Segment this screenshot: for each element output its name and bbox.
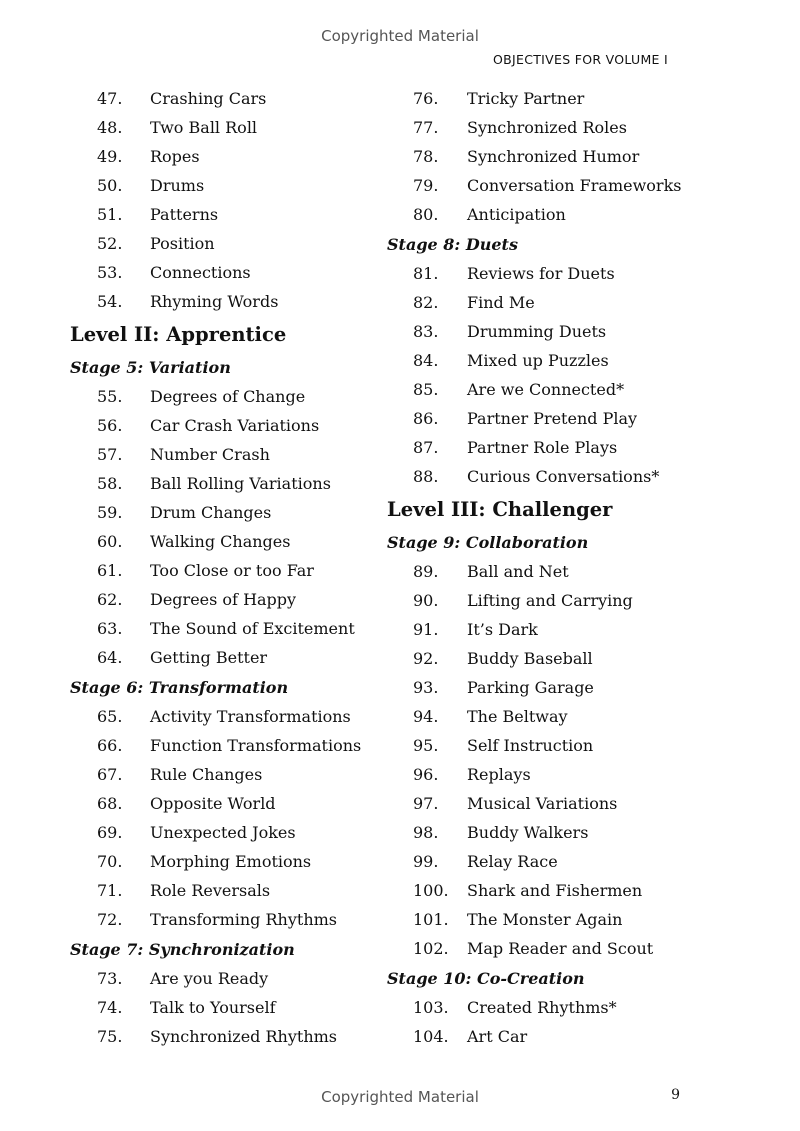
- objective-title: Find Me: [467, 293, 535, 312]
- objective-number: 47.: [97, 89, 123, 108]
- objective-item: [387, 760, 697, 789]
- objective-number: 65.: [97, 707, 123, 726]
- objective-number: 99.: [413, 852, 439, 871]
- objective-title: Reviews for Duets: [467, 264, 615, 283]
- objective-item: [70, 84, 380, 113]
- objective-title: The Monster Again: [467, 910, 623, 929]
- objective-item: [70, 229, 380, 258]
- objective-item: [387, 731, 697, 760]
- objective-number: 67.: [97, 765, 123, 784]
- left-column: [70, 84, 380, 1051]
- stage-heading: Stage 6: Transformation: [70, 678, 289, 697]
- objective-item: [70, 258, 380, 287]
- objective-item: [387, 615, 697, 644]
- objective-number: 76.: [413, 89, 439, 108]
- objective-number: 72.: [97, 910, 123, 929]
- objective-title: Curious Conversations*: [467, 467, 660, 486]
- objective-item: [70, 556, 380, 585]
- objective-title: Lifting and Carrying: [467, 591, 633, 610]
- objective-number: 97.: [413, 794, 439, 813]
- objective-number: 64.: [97, 648, 123, 667]
- objective-number: 62.: [97, 590, 123, 609]
- objective-number: 104.: [413, 1027, 449, 1046]
- stage-heading: Stage 10: Co-Creation: [387, 969, 585, 988]
- objective-item: [70, 993, 380, 1022]
- objective-item: [70, 585, 380, 614]
- objective-number: 101.: [413, 910, 449, 929]
- objective-title: Opposite World: [150, 794, 276, 813]
- objective-title: Rhyming Words: [150, 292, 279, 311]
- objective-item: [387, 847, 697, 876]
- objective-item: [387, 317, 697, 346]
- objective-item: [387, 404, 697, 433]
- objective-number: 48.: [97, 118, 123, 137]
- objective-number: 60.: [97, 532, 123, 551]
- objective-number: 58.: [97, 474, 123, 493]
- right-column: [387, 84, 697, 1051]
- objective-title: Rule Changes: [150, 765, 263, 784]
- objective-item: [70, 382, 380, 411]
- objective-number: 100.: [413, 881, 449, 900]
- objective-title: Too Close or too Far: [150, 561, 314, 580]
- objective-number: 95.: [413, 736, 439, 755]
- objective-number: 66.: [97, 736, 123, 755]
- objective-number: 68.: [97, 794, 123, 813]
- objective-number: 73.: [97, 969, 123, 988]
- objective-number: 80.: [413, 205, 439, 224]
- objective-title: Ball Rolling Variations: [150, 474, 331, 493]
- objective-number: 56.: [97, 416, 123, 435]
- objective-item: [70, 643, 380, 672]
- objective-item: [387, 346, 697, 375]
- objective-title: Partner Role Plays: [467, 438, 618, 457]
- objective-number: 78.: [413, 147, 439, 166]
- objective-item: [387, 462, 697, 491]
- objective-item: [387, 673, 697, 702]
- level-heading: Level III: Challenger: [387, 498, 613, 521]
- objective-item: [70, 113, 380, 142]
- objective-item: [387, 876, 697, 905]
- objective-title: Crashing Cars: [150, 89, 267, 108]
- objective-title: Mixed up Puzzles: [467, 351, 609, 370]
- objective-item: [70, 440, 380, 469]
- objective-number: 82.: [413, 293, 439, 312]
- objective-title: Tricky Partner: [467, 89, 585, 108]
- objective-number: 87.: [413, 438, 439, 457]
- objective-number: 88.: [413, 467, 439, 486]
- objective-item: [387, 905, 697, 934]
- objective-title: Morphing Emotions: [150, 852, 312, 871]
- objective-title: Activity Transformations: [150, 707, 351, 726]
- objective-number: 91.: [413, 620, 439, 639]
- objective-title: Car Crash Variations: [150, 416, 320, 435]
- objective-item: [387, 375, 697, 404]
- objective-title: Drum Changes: [150, 503, 272, 522]
- objective-item: [70, 287, 380, 316]
- objective-item: [387, 586, 697, 615]
- objective-title: Number Crash: [150, 445, 270, 464]
- objective-number: 51.: [97, 205, 123, 224]
- objective-title: The Beltway: [467, 707, 568, 726]
- objective-item: [70, 498, 380, 527]
- objective-item: [70, 731, 380, 760]
- objective-number: 49.: [97, 147, 123, 166]
- objective-title: Getting Better: [150, 648, 268, 667]
- objective-item: [70, 142, 380, 171]
- objective-item: [70, 1022, 380, 1051]
- objective-number: 59.: [97, 503, 123, 522]
- stage-heading: Stage 9: Collaboration: [387, 533, 589, 552]
- objective-number: 102.: [413, 939, 449, 958]
- objective-title: Synchronized Roles: [467, 118, 627, 137]
- objective-number: 86.: [413, 409, 439, 428]
- objective-title: Drums: [150, 176, 205, 195]
- objective-item: [387, 1022, 697, 1051]
- objective-number: 92.: [413, 649, 439, 668]
- objective-number: 96.: [413, 765, 439, 784]
- objective-number: 53.: [97, 263, 123, 282]
- objective-title: Degrees of Happy: [150, 590, 297, 609]
- objective-title: Ropes: [150, 147, 200, 166]
- objective-item: [70, 847, 380, 876]
- objective-item: [387, 934, 697, 963]
- objective-title: Connections: [150, 263, 251, 282]
- objective-item: [70, 818, 380, 847]
- objective-title: The Sound of Excitement: [150, 619, 355, 638]
- objective-number: 94.: [413, 707, 439, 726]
- objective-item: [70, 411, 380, 440]
- objective-title: Map Reader and Scout: [467, 939, 654, 958]
- objective-item: [70, 527, 380, 556]
- objective-number: 54.: [97, 292, 123, 311]
- objective-item: [70, 760, 380, 789]
- objective-item: [70, 964, 380, 993]
- objective-title: Self Instruction: [467, 736, 594, 755]
- objective-title: Walking Changes: [150, 532, 291, 551]
- watermark-top: Copyrighted Material: [321, 27, 479, 45]
- page-number: 9: [671, 1087, 680, 1103]
- objective-title: Function Transformations: [150, 736, 362, 755]
- objective-number: 85.: [413, 380, 439, 399]
- objective-number: 69.: [97, 823, 123, 842]
- objective-title: Shark and Fishermen: [467, 881, 643, 900]
- objective-number: 70.: [97, 852, 123, 871]
- objective-number: 77.: [413, 118, 439, 137]
- objective-item: [70, 702, 380, 731]
- objective-title: Drumming Duets: [467, 322, 607, 341]
- objective-number: 50.: [97, 176, 123, 195]
- objective-title: Unexpected Jokes: [150, 823, 296, 842]
- objective-number: 63.: [97, 619, 123, 638]
- level-heading: Level II: Apprentice: [70, 323, 287, 346]
- objective-number: 55.: [97, 387, 123, 406]
- objective-title: Two Ball Roll: [150, 118, 258, 137]
- objective-item: [70, 789, 380, 818]
- objective-title: Degrees of Change: [150, 387, 306, 406]
- objective-title: Talk to Yourself: [150, 998, 276, 1017]
- objective-number: 93.: [413, 678, 439, 697]
- objective-item: [387, 993, 697, 1022]
- stage-heading: Stage 8: Duets: [387, 235, 518, 254]
- objective-number: 103.: [413, 998, 449, 1017]
- objective-number: 98.: [413, 823, 439, 842]
- watermark-bottom: Copyrighted Material: [321, 1088, 479, 1106]
- objective-item: [387, 433, 697, 462]
- objective-title: Relay Race: [467, 852, 558, 871]
- objective-item: [70, 469, 380, 498]
- stage-heading: Stage 5: Variation: [70, 358, 231, 377]
- objective-item: [70, 614, 380, 643]
- objective-title: Are we Connected*: [467, 380, 625, 399]
- objective-title: Replays: [467, 765, 531, 784]
- objective-title: Position: [150, 234, 215, 253]
- objective-item: [387, 113, 697, 142]
- objective-number: 75.: [97, 1027, 123, 1046]
- objective-title: Created Rhythms*: [467, 998, 617, 1017]
- objective-title: Buddy Baseball: [467, 649, 593, 668]
- objective-title: Conversation Frameworks: [467, 176, 682, 195]
- objective-item: [70, 171, 380, 200]
- objective-item: [387, 200, 697, 229]
- objective-number: 61.: [97, 561, 123, 580]
- objective-title: Buddy Walkers: [467, 823, 589, 842]
- objective-number: 89.: [413, 562, 439, 581]
- objective-item: [387, 142, 697, 171]
- objective-title: Ball and Net: [467, 562, 569, 581]
- objective-item: [387, 557, 697, 586]
- objective-number: 71.: [97, 881, 123, 900]
- objective-title: It’s Dark: [467, 620, 538, 639]
- objective-item: [70, 905, 380, 934]
- objective-number: 81.: [413, 264, 439, 283]
- objective-number: 57.: [97, 445, 123, 464]
- objective-item: [70, 200, 380, 229]
- stage-heading: Stage 7: Synchronization: [70, 940, 295, 959]
- objective-title: Synchronized Rhythms: [150, 1027, 338, 1046]
- objective-item: [387, 644, 697, 673]
- objective-item: [387, 818, 697, 847]
- objective-title: Anticipation: [467, 205, 566, 224]
- objective-number: 52.: [97, 234, 123, 253]
- objective-number: 79.: [413, 176, 439, 195]
- objective-title: Musical Variations: [467, 794, 618, 813]
- objective-title: Synchronized Humor: [467, 147, 640, 166]
- objective-number: 90.: [413, 591, 439, 610]
- objective-number: 74.: [97, 998, 123, 1017]
- objective-item: [387, 789, 697, 818]
- objective-item: [387, 288, 697, 317]
- objective-item: [70, 876, 380, 905]
- objective-item: [387, 702, 697, 731]
- running-head: OBJECTIVES FOR VOLUME I: [493, 52, 668, 67]
- objective-number: 84.: [413, 351, 439, 370]
- objective-item: [387, 84, 697, 113]
- objective-title: Are you Ready: [150, 969, 269, 988]
- objective-item: [387, 171, 697, 200]
- objective-title: Parking Garage: [467, 678, 594, 697]
- objective-title: Transforming Rhythms: [150, 910, 338, 929]
- objective-title: Patterns: [150, 205, 219, 224]
- objective-title: Role Reversals: [150, 881, 271, 900]
- objective-title: Partner Pretend Play: [467, 409, 638, 428]
- objective-title: Art Car: [467, 1027, 528, 1046]
- objective-item: [387, 259, 697, 288]
- objective-number: 83.: [413, 322, 439, 341]
